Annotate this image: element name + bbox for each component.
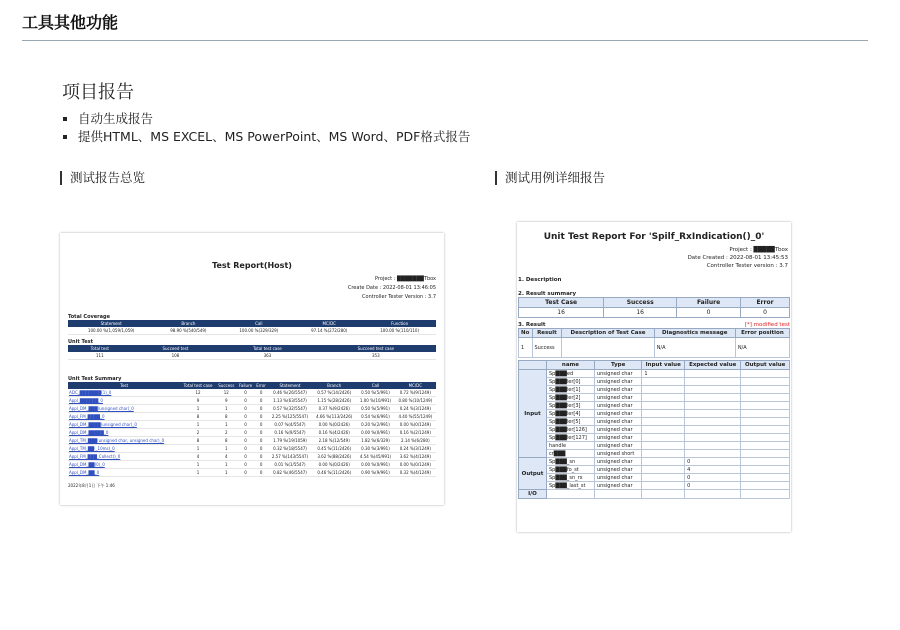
summary-header: Test xyxy=(68,382,180,389)
summary-cell: 0.37 %(9/2426) xyxy=(312,405,356,413)
summary-cell: 0.57 %(32/5547) xyxy=(268,405,312,413)
test-link[interactable]: Appl_DM_██(0)_0 xyxy=(68,461,180,469)
variable-cell xyxy=(685,426,741,434)
table-row xyxy=(519,434,790,442)
variable-cell: Sp███ler[0] xyxy=(547,378,595,386)
summary-cell: 0 xyxy=(237,445,255,453)
test-link[interactable]: Appl_DM_████(unsigned char)_0 xyxy=(68,421,180,429)
summary-cell: 8 xyxy=(216,437,237,445)
variables-table xyxy=(518,360,790,499)
variable-cell xyxy=(642,410,685,418)
variable-cell xyxy=(642,378,685,386)
bullet-item: 提供HTML、MS EXCEL、MS PowerPoint、MS Word、PDF格式报告 xyxy=(62,128,470,146)
result-summary-value: 0 xyxy=(677,308,741,318)
variable-cell xyxy=(685,434,741,442)
summary-header: MC/DC xyxy=(395,382,436,389)
left-caption: 测试报告总览 xyxy=(60,171,145,185)
summary-cell: 4.66 %(113/2426) xyxy=(312,413,356,421)
report-title: Test Report(Host) xyxy=(212,261,292,270)
variable-cell: unsigned char xyxy=(594,370,641,378)
detail-date: Date Created : 2022-08-01 13:45:53 xyxy=(687,255,788,261)
test-link[interactable]: ADC_███████(1)_0 xyxy=(68,389,180,397)
result-summary-header: Test Case xyxy=(519,298,604,308)
result-header: Result xyxy=(532,329,562,338)
variable-cell xyxy=(642,466,685,474)
summary-cell: 0.57 %(14/2426) xyxy=(312,389,356,397)
coverage-label: Total Coverage xyxy=(68,314,110,320)
variable-cell: Sp███ed xyxy=(547,370,595,378)
variable-cell: Sp███ler[126] xyxy=(547,426,595,434)
table-row xyxy=(519,386,790,394)
summary-cell: 0 xyxy=(254,469,268,477)
summary-cell: 0.16 %(9/5547) xyxy=(268,429,312,437)
variable-cell: 0 xyxy=(685,482,741,490)
report-version: Controller Tester Version : 3.7 xyxy=(362,294,436,300)
feature-list xyxy=(62,110,470,146)
variable-cell: 0 xyxy=(685,474,741,482)
variable-cell xyxy=(642,434,685,442)
summary-cell: 2.57 %(143/5547) xyxy=(268,453,312,461)
coverage-value: 97.14 %(272/280) xyxy=(295,327,363,335)
variable-cell: unsigned char xyxy=(594,442,641,450)
summary-cell: 0 xyxy=(254,461,268,469)
unit-test-value: 353 xyxy=(316,352,436,360)
result-cell: N/A xyxy=(735,338,789,358)
summary-cell: 0.32 %(18/5547) xyxy=(268,445,312,453)
variable-cell: Sp███ler[5] xyxy=(547,418,595,426)
table-row xyxy=(519,361,790,370)
table-row xyxy=(519,450,790,458)
table-row xyxy=(519,458,790,466)
summary-cell: 0 xyxy=(237,469,255,477)
summary-cell: 0.00 %(0/2426) xyxy=(312,421,356,429)
variable-cell: unsigned char xyxy=(594,458,641,466)
summary-cell: 0.00 %(0/2426) xyxy=(312,461,356,469)
variable-cell xyxy=(741,386,790,394)
summary-cell: 0 xyxy=(254,405,268,413)
table-row xyxy=(519,482,790,490)
summary-cell: 0.50 %(5/991) xyxy=(356,405,394,413)
summary-cell: 1 xyxy=(216,445,237,453)
variable-cell: unsigned char xyxy=(594,474,641,482)
table-row xyxy=(519,418,790,426)
result-cell: N/A xyxy=(654,338,735,358)
summary-cell: 1 xyxy=(180,445,216,453)
table-row xyxy=(68,469,436,477)
overview-report-image xyxy=(60,233,444,505)
variable-cell: unsigned char xyxy=(594,402,641,410)
table-row xyxy=(68,413,436,421)
variable-cell xyxy=(741,458,790,466)
test-link[interactable]: Appl_FM_███_Collect()_0 xyxy=(68,453,180,461)
summary-cell: 0 xyxy=(254,437,268,445)
summary-cell: 0 xyxy=(237,413,255,421)
summary-cell: 0 xyxy=(254,421,268,429)
variable-cell xyxy=(741,434,790,442)
summary-header: Call xyxy=(356,382,394,389)
summary-cell: 2 xyxy=(180,429,216,437)
variable-cell xyxy=(741,490,790,499)
summary-cell: 2.14 %(6/280) xyxy=(395,437,436,445)
summary-cell: 1 xyxy=(180,421,216,429)
summary-cell: 1 xyxy=(180,405,216,413)
unit-test-label: Unit Test xyxy=(68,339,93,345)
summary-cell: 0.50 %(5/991) xyxy=(356,389,394,397)
table-row xyxy=(519,410,790,418)
variable-cell xyxy=(741,402,790,410)
table-row xyxy=(519,426,790,434)
summary-cell: 4.40 %(55/1249) xyxy=(395,413,436,421)
summary-cell: 0 xyxy=(254,413,268,421)
summary-cell: 0 xyxy=(237,389,255,397)
unit-test-value: 363 xyxy=(219,352,316,360)
detail-project: Project : █████Tbox xyxy=(729,247,788,253)
summary-cell: 0.00 %(0/991) xyxy=(356,429,394,437)
summary-header: Success xyxy=(216,382,237,389)
modified-note: [*] modified test xyxy=(744,322,790,328)
table-row xyxy=(68,437,436,445)
table-row xyxy=(519,370,790,378)
summary-cell: 12 xyxy=(216,389,237,397)
summary-cell: 1.00 %(10/991) xyxy=(356,397,394,405)
variable-cell xyxy=(741,426,790,434)
table-row xyxy=(68,461,436,469)
summary-cell: 0 xyxy=(254,397,268,405)
summary-header: Branch xyxy=(312,382,356,389)
section-title: 项目报告 xyxy=(62,82,134,103)
summary-cell: 0.72 %(9/1249) xyxy=(395,389,436,397)
table-row xyxy=(68,429,436,437)
variable-cell: unsigned char xyxy=(594,418,641,426)
variable-cell: unsigned char xyxy=(594,410,641,418)
result-summary-header: Failure xyxy=(677,298,741,308)
summary-cell: 0.20 %(2/991) xyxy=(356,421,394,429)
table-row xyxy=(68,389,436,397)
summary-cell: 0.24 %(3/1249) xyxy=(395,405,436,413)
variable-cell: Sp███ler[3] xyxy=(547,402,595,410)
summary-cell: 1 xyxy=(216,461,237,469)
variable-cell: Sp███ler[4] xyxy=(547,410,595,418)
variable-cell: unsigned short xyxy=(594,450,641,458)
variable-cell xyxy=(547,490,595,499)
variable-cell: Sp███_sn_rx xyxy=(547,474,595,482)
variable-header: Type xyxy=(594,361,641,370)
summary-cell: 1.79 %(19/1059) xyxy=(268,437,312,445)
result-header: Error position xyxy=(735,329,789,338)
summary-cell: 0 xyxy=(237,405,255,413)
summary-header: Statement xyxy=(268,382,312,389)
variable-cell xyxy=(741,370,790,378)
variable-cell xyxy=(741,442,790,450)
summary-cell: 1 xyxy=(216,421,237,429)
variable-cell xyxy=(741,394,790,402)
right-caption: 测试用例详细报告 xyxy=(495,171,605,185)
result-cell: 1 xyxy=(519,338,533,358)
table-row xyxy=(519,490,790,499)
variable-cell xyxy=(685,442,741,450)
summary-cell: 12 xyxy=(180,389,216,397)
report-footer: 2022年8月1日 下午 1:46 xyxy=(68,483,115,488)
variable-cell xyxy=(642,490,685,499)
summary-cell: 0.45 %(11/2426) xyxy=(312,445,356,453)
result-summary-table xyxy=(518,297,790,318)
coverage-table xyxy=(68,320,436,335)
table-row xyxy=(519,442,790,450)
page-title: 工具其他功能 xyxy=(22,13,119,32)
variable-cell: unsigned char xyxy=(594,426,641,434)
variable-cell xyxy=(642,394,685,402)
result-summary-header: Error xyxy=(740,298,789,308)
description-label: 1. Description xyxy=(518,277,562,283)
summary-cell: 0.82 %(46/5547) xyxy=(268,469,312,477)
coverage-header: Branch xyxy=(154,320,222,327)
summary-table xyxy=(68,382,436,477)
variable-cell xyxy=(685,418,741,426)
summary-header: Failure xyxy=(237,382,255,389)
summary-cell: 0 xyxy=(237,453,255,461)
summary-cell: 0.90 %(9/991) xyxy=(356,469,394,477)
variable-cell xyxy=(741,482,790,490)
summary-cell: 1 xyxy=(216,469,237,477)
coverage-value: 100.00 %(1,059/1,059) xyxy=(68,327,154,335)
test-link[interactable]: Appl_FM_████_0 xyxy=(68,413,180,421)
table-row xyxy=(68,397,436,405)
test-link[interactable]: Appl_DM_█████_0 xyxy=(68,429,180,437)
summary-cell: 8 xyxy=(180,437,216,445)
variable-cell: Sp███fo_st xyxy=(547,466,595,474)
summary-cell: 0.16 %(4/2426) xyxy=(312,429,356,437)
summary-cell: 0 xyxy=(237,397,255,405)
summary-cell: 0.32 %(4/1249) xyxy=(395,469,436,477)
coverage-value: 98.90 %(540/549) xyxy=(154,327,222,335)
summary-cell: 1 xyxy=(180,461,216,469)
summary-cell: 1 xyxy=(216,405,237,413)
unit-test-header: Succeed test xyxy=(132,345,219,352)
summary-cell: 0 xyxy=(254,453,268,461)
table-row xyxy=(68,421,436,429)
variable-header: Input value xyxy=(642,361,685,370)
summary-cell: 1.15 %(28/2426) xyxy=(312,397,356,405)
variable-cell: handle xyxy=(547,442,595,450)
variable-cell xyxy=(741,418,790,426)
result-summary-header: Success xyxy=(604,298,677,308)
summary-cell: 2.18 %(12/549) xyxy=(312,437,356,445)
bullet-item: 自动生成报告 xyxy=(62,110,470,128)
summary-cell: 0.54 %(6/991) xyxy=(356,413,394,421)
summary-header: Total test case xyxy=(180,382,216,389)
variable-header: Expected value xyxy=(685,361,741,370)
summary-cell: 0.24 %(3/1249) xyxy=(395,445,436,453)
variable-header: Output value xyxy=(741,361,790,370)
summary-cell: 0.00 %(0/1249) xyxy=(395,461,436,469)
variable-cell: unsigned char xyxy=(594,482,641,490)
detail-report-image xyxy=(517,222,791,532)
summary-cell: 3.62 %(88/2426) xyxy=(312,453,356,461)
summary-cell: 2 xyxy=(216,429,237,437)
table-row xyxy=(68,453,436,461)
variable-cell xyxy=(642,418,685,426)
summary-cell: 0 xyxy=(237,461,255,469)
summary-cell: 0 xyxy=(237,421,255,429)
table-row xyxy=(519,394,790,402)
coverage-value: 100.00 %(329/329) xyxy=(222,327,295,335)
coverage-header: Function xyxy=(363,320,436,327)
variable-cell xyxy=(642,474,685,482)
summary-cell: 1.13 %(63/5547) xyxy=(268,397,312,405)
result-label: 3. Result xyxy=(518,322,546,328)
variable-cell xyxy=(642,450,685,458)
variable-cell xyxy=(685,402,741,410)
result-cell xyxy=(562,338,654,358)
table-row xyxy=(519,466,790,474)
coverage-value: 100.00 %(110/110) xyxy=(363,327,436,335)
summary-label: Unit Test Summary xyxy=(68,376,122,382)
variable-cell xyxy=(685,410,741,418)
result-summary-value: 0 xyxy=(740,308,789,318)
test-link[interactable]: Appl_DM_███(unsigned char)_0 xyxy=(68,405,180,413)
summary-cell: 0 xyxy=(237,437,255,445)
variable-cell xyxy=(685,370,741,378)
summary-cell: 3.62 %(4/1249) xyxy=(395,453,436,461)
variable-cell xyxy=(741,410,790,418)
test-link[interactable]: Appl_DM_██_0 xyxy=(68,469,180,477)
title-divider xyxy=(22,40,868,41)
variable-cell: Sp███_sn xyxy=(547,458,595,466)
variable-cell: cr███ xyxy=(547,450,595,458)
coverage-header: MC/DC xyxy=(295,320,363,327)
table-row xyxy=(519,402,790,410)
variable-cell xyxy=(594,490,641,499)
summary-cell: 9 xyxy=(216,397,237,405)
summary-cell: 9 xyxy=(180,397,216,405)
variable-cell xyxy=(741,378,790,386)
summary-cell: 4 xyxy=(216,453,237,461)
variable-cell: Sp███_last_st xyxy=(547,482,595,490)
report-project: Project : ███████Tbox xyxy=(375,276,436,282)
summary-cell: 0.07 %(4/5547) xyxy=(268,421,312,429)
variable-cell: unsigned char xyxy=(594,394,641,402)
summary-cell: 0.16 %(2/1249) xyxy=(395,429,436,437)
variable-cell xyxy=(685,378,741,386)
variable-cell xyxy=(685,386,741,394)
unit-test-value: 108 xyxy=(132,352,219,360)
group-label: Input xyxy=(519,370,547,458)
result-cell: Success xyxy=(532,338,562,358)
summary-cell: 8 xyxy=(216,413,237,421)
variable-cell xyxy=(642,386,685,394)
summary-cell: 0.80 %(10/1249) xyxy=(395,397,436,405)
table-row xyxy=(519,378,790,386)
summary-cell: 0.46 %(26/5547) xyxy=(268,389,312,397)
summary-cell: 0.00 %(0/1249) xyxy=(395,421,436,429)
summary-cell: 1 xyxy=(180,469,216,477)
variable-cell xyxy=(685,450,741,458)
variable-cell xyxy=(642,402,685,410)
result-summary-value: 16 xyxy=(519,308,604,318)
result-summary-label: 2. Result summary xyxy=(518,291,577,297)
group-header xyxy=(519,361,547,370)
variable-cell xyxy=(642,458,685,466)
unit-test-value: 111 xyxy=(68,352,132,360)
detail-version: Controller Tester version : 3.7 xyxy=(706,263,788,269)
test-link[interactable]: Appl_██████_0 xyxy=(68,397,180,405)
unit-test-header: Total test case xyxy=(219,345,316,352)
variable-cell: 0 xyxy=(685,458,741,466)
test-link[interactable]: Appl_TM_███(unsigned char, unsigned char)_0 xyxy=(68,437,180,445)
test-link[interactable]: Appl_TM_██(_10ms)_0 xyxy=(68,445,180,453)
result-header: Description of Test Case xyxy=(562,329,654,338)
summary-cell: 0 xyxy=(254,445,268,453)
variable-cell xyxy=(642,442,685,450)
variable-cell: Sp███ler[2] xyxy=(547,394,595,402)
table-row xyxy=(68,445,436,453)
variable-cell: unsigned char xyxy=(594,466,641,474)
variable-cell: 4 xyxy=(685,466,741,474)
variable-cell xyxy=(685,394,741,402)
variable-cell: unsigned char xyxy=(594,378,641,386)
summary-cell: 0.46 %(11/2426) xyxy=(312,469,356,477)
group-label: Output xyxy=(519,458,547,490)
group-label: I/O xyxy=(519,490,547,499)
variable-cell xyxy=(741,474,790,482)
summary-cell: 0.00 %(0/991) xyxy=(356,461,394,469)
variable-cell xyxy=(642,482,685,490)
coverage-header: Statement xyxy=(68,320,154,327)
result-summary-value: 16 xyxy=(604,308,677,318)
result-header: Diagnostics message xyxy=(654,329,735,338)
variable-header: name xyxy=(547,361,595,370)
result-table xyxy=(518,328,790,358)
summary-header: Error xyxy=(256,383,266,388)
variable-cell: Sp███ler[127] xyxy=(547,434,595,442)
unit-test-header: Succeed test case xyxy=(316,345,436,352)
variable-cell xyxy=(741,466,790,474)
variable-cell: unsigned char xyxy=(594,386,641,394)
variable-cell xyxy=(685,490,741,499)
summary-cell: 0 xyxy=(237,429,255,437)
detail-report-title: Unit Test Report For 'Spilf_RxIndication()_0' xyxy=(543,232,765,242)
variable-cell xyxy=(741,450,790,458)
summary-cell: 4 xyxy=(180,453,216,461)
summary-cell: 8 xyxy=(180,413,216,421)
summary-cell: 1.82 %(6/329) xyxy=(356,437,394,445)
unit-test-table xyxy=(68,345,436,360)
summary-cell: 0.01 %(1/5547) xyxy=(268,461,312,469)
table-row xyxy=(68,405,436,413)
result-header: No xyxy=(519,329,533,338)
summary-cell: 2.25 %(125/5547) xyxy=(268,413,312,421)
coverage-header: Call xyxy=(222,320,295,327)
variable-cell: unsigned char xyxy=(594,434,641,442)
variable-cell: 1 xyxy=(642,370,685,378)
variable-cell xyxy=(642,426,685,434)
unit-test-header: Total test xyxy=(68,345,132,352)
report-date: Create Date : 2022-08-01 13:46:05 xyxy=(347,285,436,291)
summary-cell: 0 xyxy=(254,429,268,437)
summary-cell: 0 xyxy=(254,389,268,397)
summary-cell: 4.54 %(45/991) xyxy=(356,453,394,461)
variable-cell: Sp███ler[1] xyxy=(547,386,595,394)
summary-cell: 0.30 %(3/991) xyxy=(356,445,394,453)
table-row xyxy=(519,474,790,482)
